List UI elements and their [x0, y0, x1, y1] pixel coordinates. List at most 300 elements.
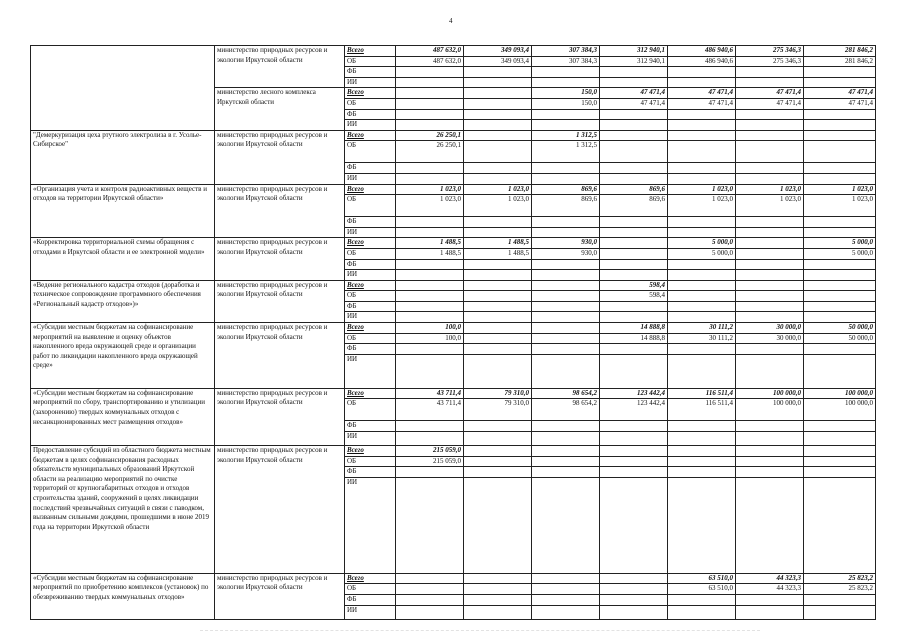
amount-cell: 79 310,0 — [464, 399, 532, 421]
amount-cell — [804, 421, 876, 432]
amount-cell — [600, 573, 668, 584]
amount-cell — [464, 446, 532, 457]
amount-cell: 215 059,0 — [396, 456, 464, 467]
amount-cell — [736, 456, 804, 467]
funding-source-ii: ИИ — [345, 227, 396, 238]
amount-cell — [736, 446, 804, 457]
amount-cell — [668, 605, 736, 619]
executor-name: министерство лесного комплекса Иркутской области — [215, 88, 345, 130]
amount-cell — [736, 291, 804, 302]
funding-source-ob: ОБ — [345, 291, 396, 302]
amount-cell — [804, 227, 876, 238]
amount-cell — [464, 467, 532, 478]
table-row — [31, 280, 876, 291]
amount-cell — [532, 456, 600, 467]
amount-cell — [464, 354, 532, 388]
table-row — [31, 238, 876, 249]
amount-cell — [396, 120, 464, 131]
amount-cell — [668, 280, 736, 291]
amount-cell: 869,6 — [600, 195, 668, 217]
amount-cell — [600, 432, 668, 446]
amount-cell — [600, 344, 668, 355]
amount-cell: 14 888,8 — [600, 323, 668, 334]
amount-cell — [532, 595, 600, 606]
funding-source-fb: ФБ — [345, 467, 396, 478]
amount-cell — [464, 77, 532, 88]
amount-cell — [804, 109, 876, 120]
amount-cell: 5 000,0 — [668, 238, 736, 249]
amount-cell — [600, 77, 668, 88]
amount-cell — [736, 67, 804, 78]
amount-cell — [600, 605, 668, 619]
amount-cell — [600, 141, 668, 163]
amount-cell — [600, 584, 668, 595]
amount-cell — [532, 280, 600, 291]
measure-name: Предоставление субсидий из областного бюджета местным бюджетам в целях софинансирования расходных обязательств муниципальных образований Иркутской области на реализацию мероприятий по очистке территорий от крупногабаритных отходов и отходов строительства зданий, сооружений в целях ликвидации последствий чрезвычайных ситуаций в связи с паводком, вызванным сильными дождями, прошедшими в июне 2019 года на территории Иркутской области — [31, 446, 215, 574]
amount-cell — [532, 354, 600, 388]
amount-cell — [600, 421, 668, 432]
amount-cell: 100 000,0 — [804, 399, 876, 421]
amount-cell — [464, 88, 532, 99]
amount-cell: 30 111,2 — [668, 333, 736, 344]
amount-cell: 25 823,2 — [804, 584, 876, 595]
amount-cell — [804, 446, 876, 457]
amount-cell — [532, 312, 600, 323]
funding-source-total: Всего — [345, 573, 396, 584]
amount-cell — [600, 130, 668, 141]
amount-cell: 487 632,0 — [396, 56, 464, 67]
amount-cell — [532, 163, 600, 174]
funding-source-ii: ИИ — [345, 312, 396, 323]
amount-cell: 98 654,2 — [532, 399, 600, 421]
amount-cell — [668, 130, 736, 141]
amount-cell: 14 888,8 — [600, 333, 668, 344]
amount-cell: 116 511,4 — [668, 399, 736, 421]
amount-cell — [804, 270, 876, 281]
amount-cell — [804, 217, 876, 228]
amount-cell — [668, 173, 736, 184]
table-row — [31, 323, 876, 334]
amount-cell — [396, 217, 464, 228]
amount-cell — [600, 301, 668, 312]
amount-cell: 50 000,0 — [804, 323, 876, 334]
amount-cell: 123 442,4 — [600, 388, 668, 399]
amount-cell — [396, 227, 464, 238]
amount-cell — [600, 67, 668, 78]
amount-cell — [532, 270, 600, 281]
funding-source-total: Всего — [345, 238, 396, 249]
amount-cell — [736, 77, 804, 88]
amount-cell — [736, 120, 804, 131]
funding-source-total: Всего — [345, 88, 396, 99]
executor-name: министерство природных ресурсов и экологии Иркутской области — [215, 388, 345, 445]
amount-cell — [600, 270, 668, 281]
amount-cell — [464, 163, 532, 174]
funding-source-fb: ФБ — [345, 259, 396, 270]
amount-cell — [736, 248, 804, 259]
amount-cell: 1 023,0 — [396, 195, 464, 217]
amount-cell — [804, 291, 876, 302]
amount-cell — [396, 421, 464, 432]
amount-cell: 43 711,4 — [396, 388, 464, 399]
amount-cell — [396, 573, 464, 584]
amount-cell — [668, 432, 736, 446]
amount-cell — [600, 109, 668, 120]
table-row — [31, 388, 876, 399]
amount-cell — [668, 141, 736, 163]
funding-source-ii: ИИ — [345, 77, 396, 88]
amount-cell — [736, 280, 804, 291]
amount-cell — [804, 259, 876, 270]
amount-cell — [532, 584, 600, 595]
amount-cell — [532, 477, 600, 573]
amount-cell — [532, 67, 600, 78]
amount-cell — [464, 456, 532, 467]
amount-cell — [464, 605, 532, 619]
funding-source-fb: ФБ — [345, 109, 396, 120]
amount-cell — [396, 291, 464, 302]
amount-cell — [532, 259, 600, 270]
funding-source-ii: ИИ — [345, 173, 396, 184]
table-row — [31, 446, 876, 457]
amount-cell: 26 250,1 — [396, 130, 464, 141]
amount-cell — [464, 141, 532, 163]
amount-cell — [532, 432, 600, 446]
amount-cell — [804, 67, 876, 78]
amount-cell — [736, 130, 804, 141]
amount-cell: 63 510,0 — [668, 573, 736, 584]
amount-cell — [668, 421, 736, 432]
funding-source-ob: ОБ — [345, 248, 396, 259]
amount-cell — [600, 259, 668, 270]
amount-cell — [532, 173, 600, 184]
amount-cell — [600, 227, 668, 238]
amount-cell: 598,4 — [600, 291, 668, 302]
amount-cell — [532, 323, 600, 334]
amount-cell — [736, 421, 804, 432]
amount-cell — [668, 477, 736, 573]
funding-source-total: Всего — [345, 323, 396, 334]
amount-cell — [736, 227, 804, 238]
amount-cell — [804, 163, 876, 174]
measure-name: «Корректировка территориальной схемы обращения с отходами в Иркутской области и ее электронной модели» — [31, 238, 215, 280]
amount-cell — [464, 421, 532, 432]
amount-cell: 43 711,4 — [396, 399, 464, 421]
amount-cell — [804, 280, 876, 291]
amount-cell: 98 654,2 — [532, 388, 600, 399]
amount-cell: 30 000,0 — [736, 333, 804, 344]
amount-cell — [532, 573, 600, 584]
funding-source-ob: ОБ — [345, 584, 396, 595]
amount-cell: 307 384,3 — [532, 46, 600, 57]
measure-name: «Субсидии местным бюджетам на софинансирование мероприятий на выявление и оценку объектов накопленного вреда окружающей среде и организации работ по ликвидации накопленного вреда окружающей среде» — [31, 323, 215, 389]
amount-cell: 1 488,5 — [396, 248, 464, 259]
funding-source-total: Всего — [345, 446, 396, 457]
amount-cell: 307 384,3 — [532, 56, 600, 67]
amount-cell: 44 323,3 — [736, 584, 804, 595]
amount-cell — [804, 301, 876, 312]
amount-cell: 1 488,5 — [464, 238, 532, 249]
funding-source-fb: ФБ — [345, 344, 396, 355]
amount-cell: 1 023,0 — [668, 184, 736, 195]
amount-cell — [804, 467, 876, 478]
funding-source-ob: ОБ — [345, 141, 396, 163]
amount-cell — [532, 605, 600, 619]
funding-source-ii: ИИ — [345, 270, 396, 281]
amount-cell: 1 023,0 — [668, 195, 736, 217]
amount-cell — [668, 344, 736, 355]
amount-cell: 5 000,0 — [668, 248, 736, 259]
amount-cell — [804, 432, 876, 446]
amount-cell — [600, 163, 668, 174]
amount-cell: 50 000,0 — [804, 333, 876, 344]
amount-cell — [532, 109, 600, 120]
amount-cell: 100,0 — [396, 323, 464, 334]
amount-cell: 30 000,0 — [736, 323, 804, 334]
table-row — [31, 46, 876, 57]
funding-source-ob: ОБ — [345, 456, 396, 467]
amount-cell — [668, 301, 736, 312]
amount-cell — [396, 270, 464, 281]
amount-cell — [464, 301, 532, 312]
amount-cell: 100 000,0 — [736, 399, 804, 421]
amount-cell — [396, 477, 464, 573]
funding-source-fb: ФБ — [345, 67, 396, 78]
amount-cell — [396, 77, 464, 88]
measure-name: "Демеркуризация цеха ртутного электролиза в г. Усолье-Сибирское" — [31, 130, 215, 184]
amount-cell — [668, 227, 736, 238]
funding-source-fb: ФБ — [345, 163, 396, 174]
funding-source-total: Всего — [345, 184, 396, 195]
amount-cell — [600, 238, 668, 249]
funding-source-ii: ИИ — [345, 477, 396, 573]
funding-source-ii: ИИ — [345, 432, 396, 446]
amount-cell: 486 940,6 — [668, 46, 736, 57]
amount-cell: 47 471,4 — [600, 88, 668, 99]
amount-cell — [532, 467, 600, 478]
amount-cell: 47 471,4 — [804, 88, 876, 99]
amount-cell — [804, 477, 876, 573]
amount-cell — [396, 301, 464, 312]
amount-cell — [464, 312, 532, 323]
amount-cell — [396, 605, 464, 619]
amount-cell — [396, 595, 464, 606]
amount-cell — [736, 270, 804, 281]
amount-cell — [464, 130, 532, 141]
amount-cell — [804, 120, 876, 131]
funding-source-fb: ФБ — [345, 301, 396, 312]
funding-source-ii: ИИ — [345, 120, 396, 131]
amount-cell — [736, 605, 804, 619]
amount-cell — [464, 584, 532, 595]
amount-cell — [464, 573, 532, 584]
amount-cell — [464, 67, 532, 78]
amount-cell: 930,0 — [532, 248, 600, 259]
amount-cell: 150,0 — [532, 98, 600, 109]
funding-source-ii: ИИ — [345, 354, 396, 388]
amount-cell: 1 023,0 — [736, 195, 804, 217]
amount-cell — [600, 595, 668, 606]
amount-cell: 869,6 — [532, 184, 600, 195]
amount-cell — [668, 259, 736, 270]
amount-cell — [804, 456, 876, 467]
amount-cell — [600, 477, 668, 573]
amount-cell — [736, 477, 804, 573]
amount-cell — [668, 456, 736, 467]
amount-cell — [668, 446, 736, 457]
amount-cell: 1 488,5 — [464, 248, 532, 259]
amount-cell — [396, 259, 464, 270]
amount-cell: 1 312,5 — [532, 141, 600, 163]
amount-cell: 30 111,2 — [668, 323, 736, 334]
amount-cell — [464, 477, 532, 573]
amount-cell — [736, 354, 804, 388]
amount-cell — [804, 173, 876, 184]
table-row — [31, 573, 876, 584]
amount-cell: 281 846,2 — [804, 46, 876, 57]
amount-cell — [396, 432, 464, 446]
amount-cell — [464, 291, 532, 302]
amount-cell: 47 471,4 — [668, 88, 736, 99]
funding-source-total: Всего — [345, 388, 396, 399]
amount-cell — [464, 344, 532, 355]
amount-cell: 349 093,4 — [464, 46, 532, 57]
funding-source-fb: ФБ — [345, 217, 396, 228]
measure-name — [31, 46, 215, 131]
amount-cell — [396, 98, 464, 109]
amount-cell: 486 940,6 — [668, 56, 736, 67]
amount-cell — [600, 467, 668, 478]
amount-cell: 47 471,4 — [668, 98, 736, 109]
amount-cell: 100 000,0 — [804, 388, 876, 399]
amount-cell — [464, 432, 532, 446]
amount-cell: 47 471,4 — [600, 98, 668, 109]
amount-cell — [804, 595, 876, 606]
amount-cell — [464, 109, 532, 120]
amount-cell: 1 023,0 — [464, 184, 532, 195]
amount-cell: 44 323,3 — [736, 573, 804, 584]
amount-cell: 47 471,4 — [804, 98, 876, 109]
amount-cell: 1 023,0 — [736, 184, 804, 195]
amount-cell — [464, 259, 532, 270]
amount-cell — [396, 467, 464, 478]
amount-cell — [396, 109, 464, 120]
funding-source-total: Всего — [345, 280, 396, 291]
amount-cell — [532, 301, 600, 312]
amount-cell — [532, 291, 600, 302]
amount-cell: 1 023,0 — [804, 184, 876, 195]
amount-cell — [668, 67, 736, 78]
amount-cell — [736, 312, 804, 323]
amount-cell — [804, 354, 876, 388]
amount-cell: 215 059,0 — [396, 446, 464, 457]
amount-cell — [600, 120, 668, 131]
amount-cell: 150,0 — [532, 88, 600, 99]
amount-cell: 47 471,4 — [736, 88, 804, 99]
amount-cell — [464, 217, 532, 228]
amount-cell — [600, 312, 668, 323]
amount-cell: 79 310,0 — [464, 388, 532, 399]
amount-cell: 5 000,0 — [804, 238, 876, 249]
amount-cell — [464, 595, 532, 606]
amount-cell — [464, 227, 532, 238]
amount-cell: 487 632,0 — [396, 46, 464, 57]
amount-cell — [600, 248, 668, 259]
amount-cell — [736, 259, 804, 270]
amount-cell — [532, 333, 600, 344]
funding-source-ii: ИИ — [345, 605, 396, 619]
amount-cell: 869,6 — [600, 184, 668, 195]
amount-cell — [464, 173, 532, 184]
amount-cell — [804, 130, 876, 141]
amount-cell: 281 846,2 — [804, 56, 876, 67]
amount-cell — [804, 141, 876, 163]
scan-artifact — [200, 630, 760, 635]
amount-cell — [736, 163, 804, 174]
executor-name: министерство природных ресурсов и экологии Иркутской области — [215, 130, 345, 184]
amount-cell — [736, 217, 804, 228]
amount-cell: 100,0 — [396, 333, 464, 344]
amount-cell: 116 511,4 — [668, 388, 736, 399]
amount-cell — [396, 88, 464, 99]
amount-cell — [736, 301, 804, 312]
amount-cell — [396, 67, 464, 78]
amount-cell — [396, 312, 464, 323]
amount-cell — [804, 605, 876, 619]
amount-cell: 123 442,4 — [600, 399, 668, 421]
executor-name: министерство природных ресурсов и экологии Иркутской области — [215, 323, 345, 389]
amount-cell — [600, 217, 668, 228]
amount-cell: 275 346,3 — [736, 56, 804, 67]
amount-cell: 5 000,0 — [804, 248, 876, 259]
funding-source-fb: ФБ — [345, 421, 396, 432]
executor-name: министерство природных ресурсов и экологии Иркутской области — [215, 238, 345, 280]
amount-cell: 598,4 — [600, 280, 668, 291]
executor-name: министерство природных ресурсов и экологии Иркутской области — [215, 46, 345, 88]
executor-name: министерство природных ресурсов и экологии Иркутской области — [215, 573, 345, 619]
executor-name: министерство природных ресурсов и экологии Иркутской области — [215, 280, 345, 322]
amount-cell — [804, 312, 876, 323]
funding-source-total: Всего — [345, 130, 396, 141]
amount-cell — [532, 446, 600, 457]
amount-cell — [736, 467, 804, 478]
amount-cell — [532, 421, 600, 432]
amount-cell: 1 023,0 — [464, 195, 532, 217]
amount-cell — [600, 354, 668, 388]
amount-cell — [736, 238, 804, 249]
amount-cell — [464, 323, 532, 334]
measure-name: «Субсидии местным бюджетам на софинансирование мероприятий по сбору, транспортированию и утилизации (захоронению) твердых коммунальных отходов с несанкционированных мест размещения отходов» — [31, 388, 215, 445]
amount-cell — [668, 312, 736, 323]
page-number: 4 — [449, 17, 453, 25]
measure-name: «Субсидии местным бюджетам на софинансирование мероприятий по приобретению комплексов (установок) по обезвреживанию твердых коммунальных отходов» — [31, 573, 215, 619]
amount-cell — [396, 344, 464, 355]
funding-source-ob: ОБ — [345, 56, 396, 67]
table-row — [31, 184, 876, 195]
amount-cell — [736, 109, 804, 120]
funding-source-ob: ОБ — [345, 333, 396, 344]
amount-cell: 25 823,2 — [804, 573, 876, 584]
measure-name: «Организация учета и контроля радиоактивных веществ и отходов на территории Иркутской области» — [31, 184, 215, 238]
amount-cell — [668, 270, 736, 281]
amount-cell — [532, 217, 600, 228]
amount-cell — [464, 98, 532, 109]
amount-cell — [736, 432, 804, 446]
amount-cell: 1 023,0 — [804, 195, 876, 217]
amount-cell — [804, 77, 876, 88]
amount-cell: 869,6 — [532, 195, 600, 217]
amount-cell — [668, 354, 736, 388]
